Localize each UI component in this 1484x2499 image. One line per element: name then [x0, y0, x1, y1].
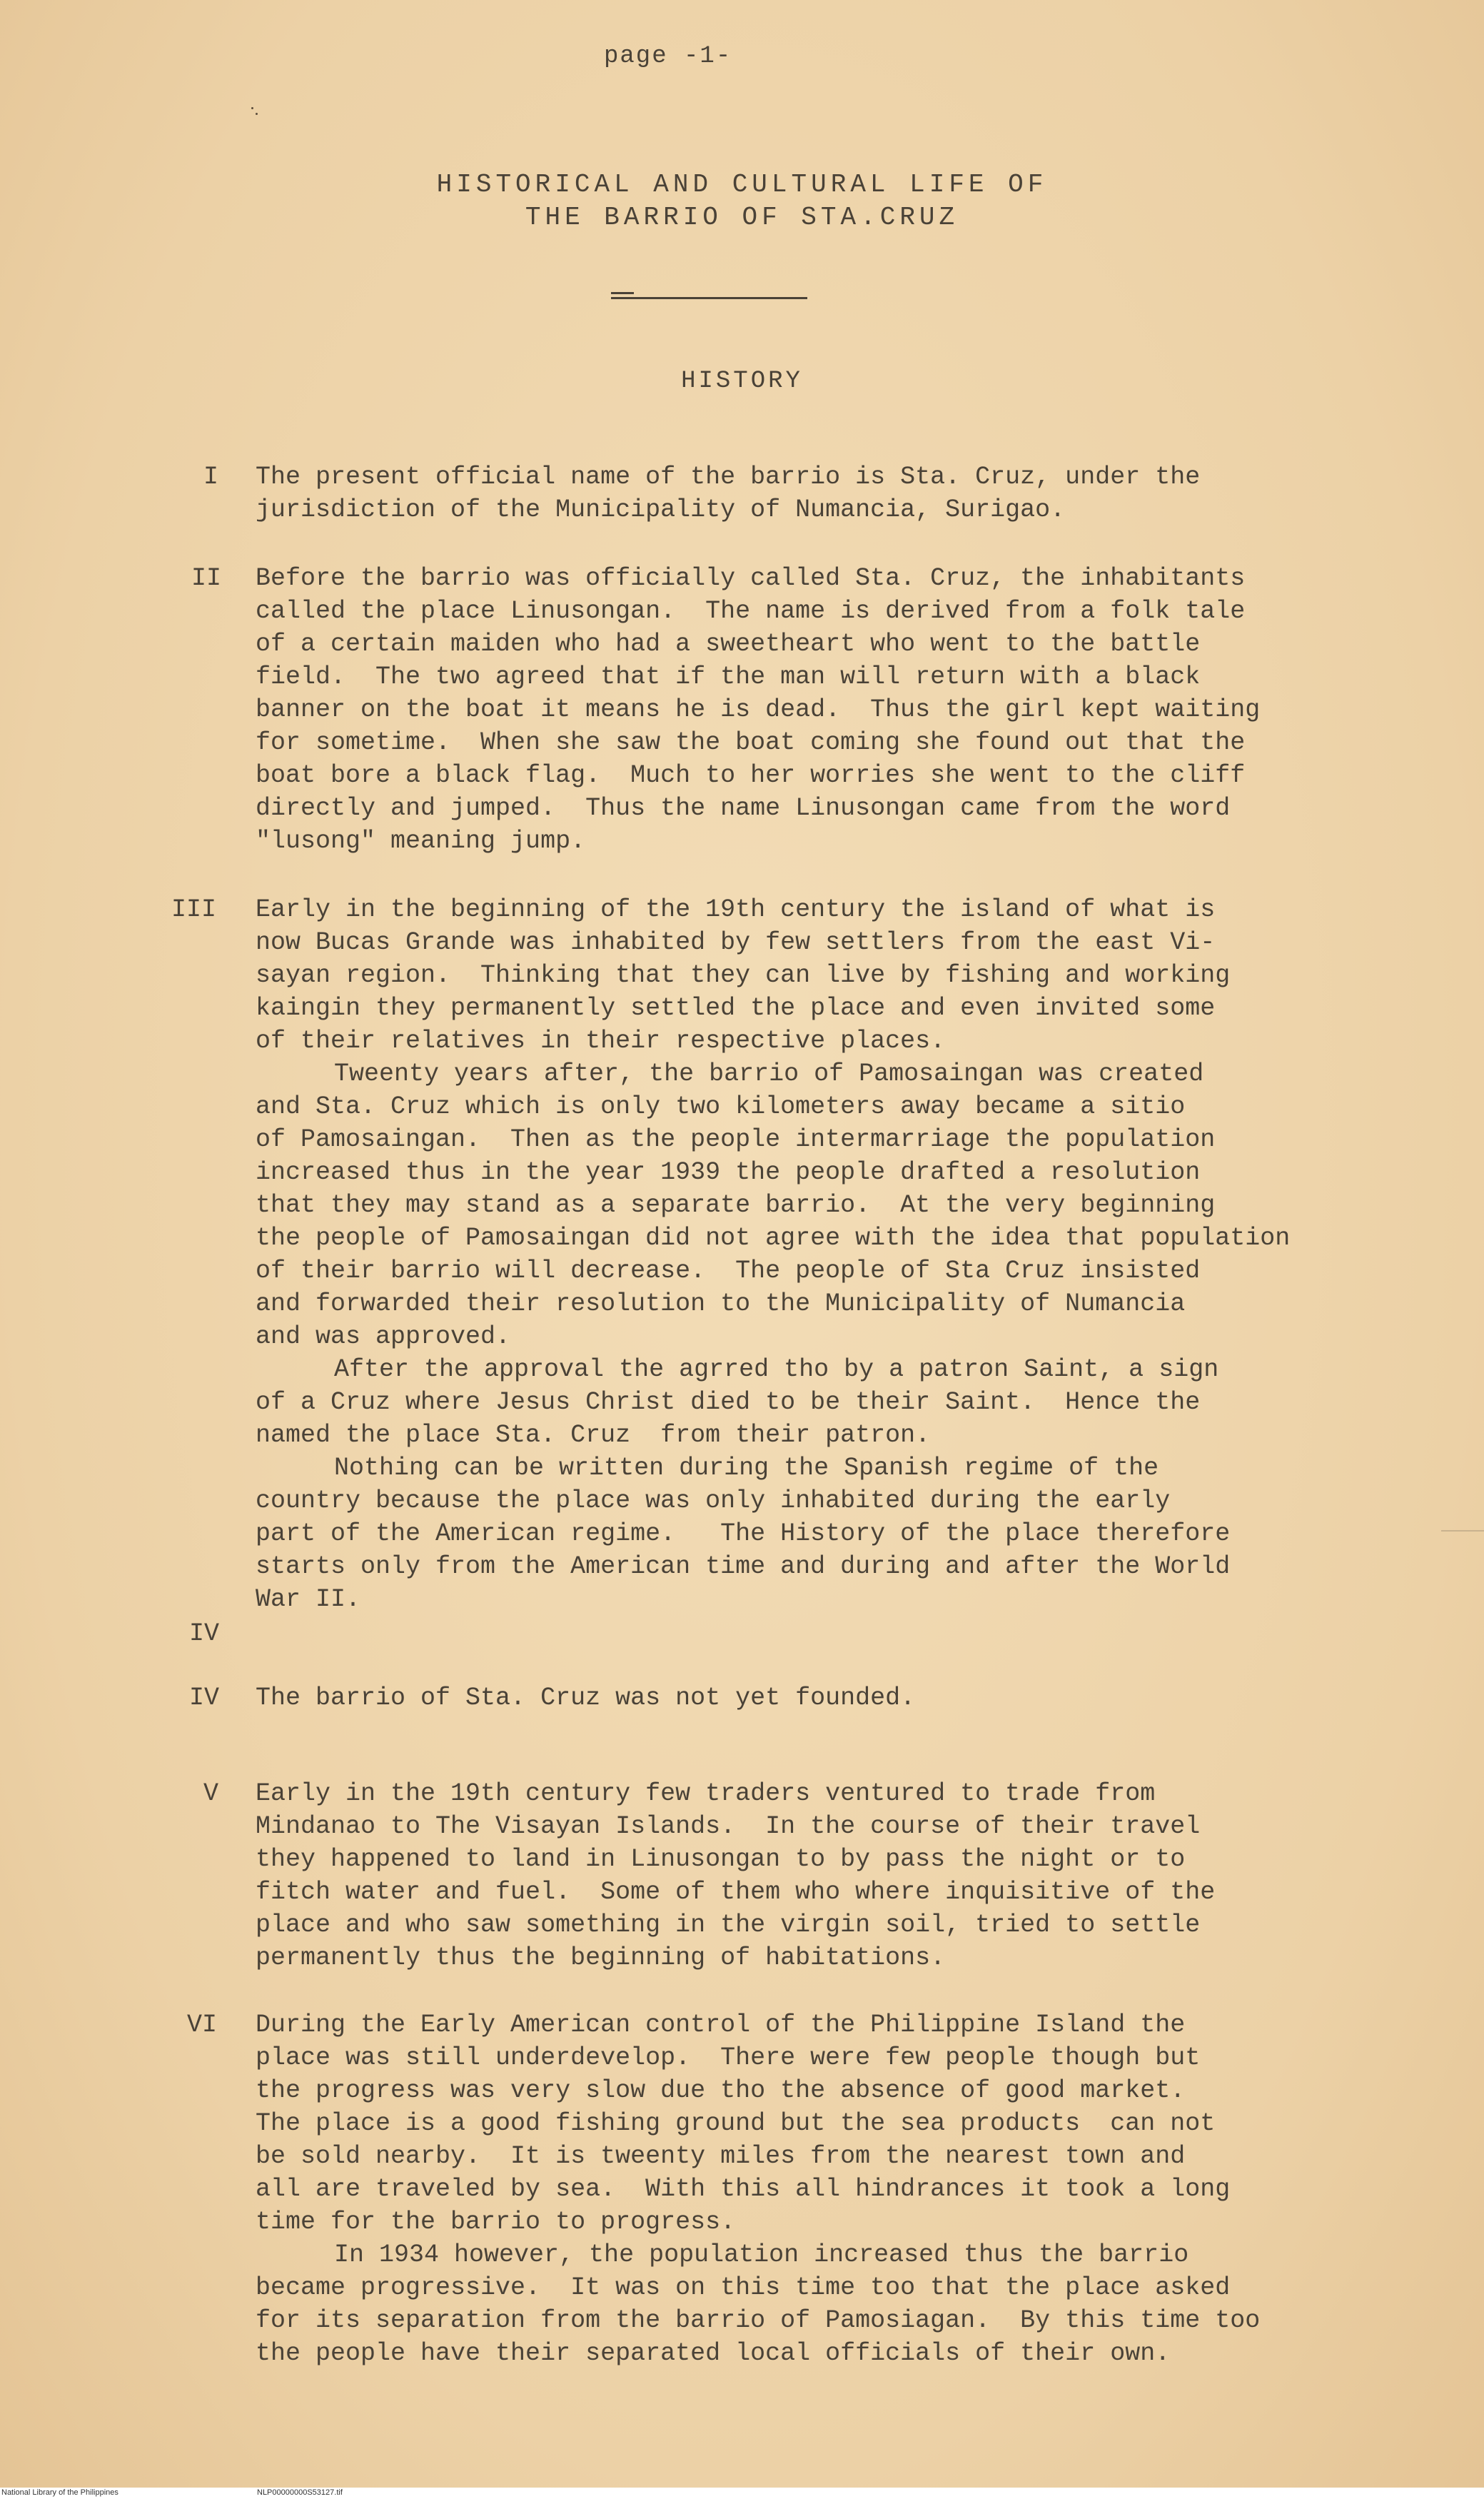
text-line: of their barrio will decrease. The people of Sta Cruz insisted [256, 1257, 1201, 1285]
text-line: the people have their separated local officials of their own. [256, 2339, 1171, 2368]
section-numeral: III [171, 895, 217, 924]
section-numeral: II [191, 564, 222, 593]
text-line: Mindanao to The Visayan Islands. In the course of their travel [256, 1812, 1201, 1841]
text-line: starts only from the American time and during and after the World [256, 1552, 1231, 1581]
text-line: of a Cruz where Jesus Christ died to be their Saint. Hence the [256, 1388, 1201, 1417]
text-line: kaingin they permanently settled the place and even invited some [256, 994, 1216, 1022]
ink-speck [251, 107, 253, 109]
text-line: directly and jumped. Thus the name Linusongan came from the word [256, 794, 1231, 823]
ink-speck [256, 113, 258, 115]
section-numeral: VI [187, 2011, 218, 2039]
text-line: In 1934 however, the population increased thus the barrio [334, 2241, 1189, 2269]
text-line: for sometime. When she saw the boat coming she found out that the [256, 728, 1246, 757]
section-numeral: I [203, 463, 219, 491]
text-line: all are traveled by sea. With this all hindrances it took a long [256, 2175, 1231, 2203]
text-line: Early in the beginning of the 19th century the island of what is [256, 895, 1216, 924]
text-line: boat bore a black flag. Much to her worries she went to the cliff [256, 761, 1246, 790]
text-line: Early in the 19th century few traders ventured to trade from [256, 1779, 1156, 1808]
text-line: Tweenty years after, the barrio of Pamosaingan was created [334, 1060, 1204, 1088]
text-line: they happened to land in Linusongan to by pass the night or to [256, 1845, 1186, 1874]
text-line: that they may stand as a separate barrio. At the very beginning [256, 1191, 1216, 1220]
text-line: place was still underdevelop. There were few people though but [256, 2043, 1201, 2072]
text-line: be sold nearby. It is tweenty miles from the nearest town and [256, 2142, 1186, 2171]
text-line: of their relatives in their respective places. [256, 1027, 946, 1055]
text-line: field. The two agreed that if the man will return with a black [256, 663, 1201, 691]
section-numeral: IV [189, 1684, 220, 1712]
scan-footer [0, 2488, 1484, 2499]
text-line: for its separation from the barrio of Pamosiagan. By this time too [256, 2306, 1261, 2335]
text-line: Nothing can be written during the Spanish regime of the [334, 1454, 1159, 1482]
text-line: of a certain maiden who had a sweetheart who went to the battle [256, 630, 1201, 658]
section-numeral: IV [189, 1619, 220, 1648]
text-line: now Bucas Grande was inhabited by few settlers from the east Vi- [256, 928, 1216, 957]
text-line: place and who saw something in the virgin soil, tried to settle [256, 1911, 1201, 1939]
text-line: called the place Linusongan. The name is derived from a folk tale [256, 597, 1246, 625]
text-line: country because the place was only inhabited during the early [256, 1487, 1171, 1515]
text-line: The barrio of Sta. Cruz was not yet founded. [256, 1684, 916, 1712]
text-line: the progress was very slow due tho the absence of good market. [256, 2076, 1186, 2105]
title-rule-short [611, 292, 634, 294]
text-line: During the Early American control of the Philippine Island the [256, 2011, 1186, 2039]
text-line: time for the barrio to progress. [256, 2208, 736, 2236]
text-line: part of the American regime. The History of the place therefore [256, 1519, 1231, 1548]
text-line: Before the barrio was officially called Sta. Cruz, the inhabitants [256, 564, 1246, 593]
text-line: sayan region. Thinking that they can live by fishing and working [256, 961, 1231, 990]
section-heading: HISTORY [681, 368, 803, 395]
text-line: The present official name of the barrio is Sta. Cruz, under the [256, 463, 1201, 491]
text-line: and Sta. Cruz which is only two kilometers away became a sitio [256, 1092, 1186, 1121]
text-line: and was approved. [256, 1322, 511, 1351]
page-number: page -1- [604, 43, 732, 70]
text-line: The place is a good fishing ground but the sea products can not [256, 2109, 1216, 2138]
text-line: banner on the boat it means he is dead. Thus the girl kept waiting [256, 695, 1261, 724]
text-line: jurisdiction of the Municipality of Numancia, Surigao. [256, 496, 1066, 524]
text-line: of Pamosaingan. Then as the people intermarriage the population [256, 1125, 1216, 1154]
text-line: fitch water and fuel. Some of them who where inquisitive of the [256, 1878, 1216, 1906]
section-numeral: V [203, 1779, 219, 1808]
page-edge-mark [1441, 1530, 1484, 1532]
text-line: permanently thus the beginning of habitations. [256, 1944, 946, 1972]
text-line: "lusong" meaning jump. [256, 827, 586, 855]
text-line: named the place Sta. Cruz from their patron. [256, 1421, 931, 1449]
title-rule [611, 297, 807, 299]
text-line: the people of Pamosaingan did not agree with the idea that population [256, 1224, 1291, 1252]
text-line: and forwarded their resolution to the Municipality of Numancia [256, 1289, 1186, 1318]
text-line: became progressive. It was on this time too that the place asked [256, 2273, 1231, 2302]
title-line-2: THE BARRIO OF STA.CRUZ [525, 203, 959, 232]
title-line-1: HISTORICAL AND CULTURAL LIFE OF [436, 170, 1048, 199]
text-line: After the approval the agrred tho by a patron Saint, a sign [334, 1355, 1219, 1384]
text-line: increased thus in the year 1939 the people drafted a resolution [256, 1158, 1201, 1187]
text-line: War II. [256, 1585, 361, 1614]
footer-library: National Library of the Philippines [1, 2488, 118, 2497]
footer-filename: NLP00000000S53127.tif [257, 2488, 343, 2497]
